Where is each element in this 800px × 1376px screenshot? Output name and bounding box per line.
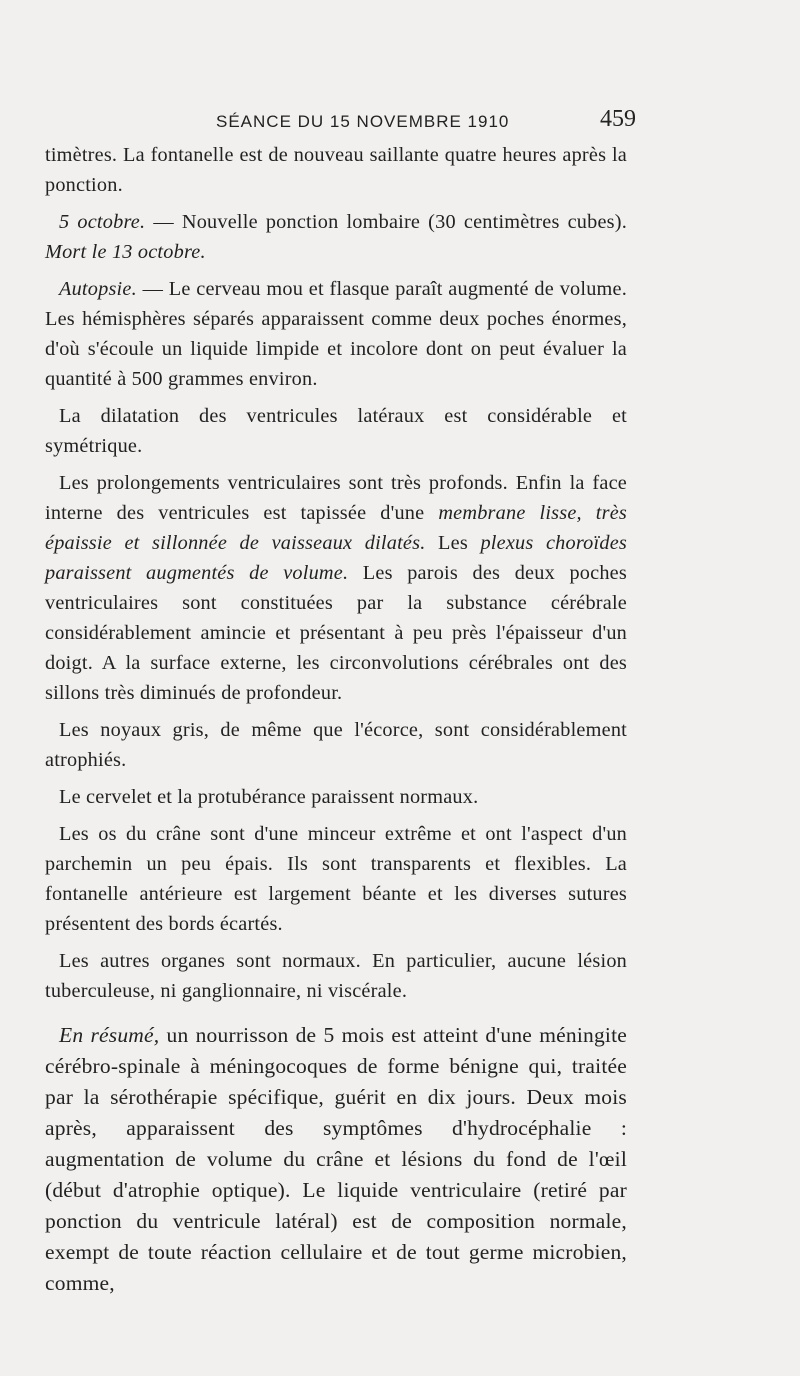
- paragraph: [45, 468, 627, 708]
- text-run: Les: [425, 532, 481, 554]
- running-head: SÉANCE DU 15 NOVEMBRE 1910: [216, 112, 510, 131]
- summary-paragraph: [45, 1020, 627, 1299]
- body-text: [45, 140, 627, 1306]
- summary-label: En résumé,: [59, 1023, 160, 1047]
- text-run: — Le cerveau mou et flasque paraît augmenté de volume. Les hémisphères séparés apparaissent comme deux poches énormes, d'où s'écoule un liquide limpide et incolore dont on peut évaluer la quantité à 500 grammes environ.: [45, 278, 627, 390]
- paragraph: [45, 140, 627, 200]
- paragraph: [45, 782, 627, 812]
- text-run: un nourrisson de 5 mois est atteint d'une méningite cérébro-spinale à méningocoques de forme bénigne qui, traitée par la sérothérapie spécifique, guérit en dix jours. Deux mois après, apparaissent des symptômes d'hydrocéphalie : augmentation de volume du crâne et lésions du fond de l'œil (début d'atrophie optique). Le liquide ventriculaire (retiré par ponction du ventricule latéral) est de composition normale, exempt de toute réaction cellulaire et de tout germe microbien, comme,: [45, 1023, 627, 1295]
- text-run: Les prolongements ventriculaires sont très profonds. Enfin la face interne des ventricules est tapissée d'une: [45, 472, 627, 524]
- emphasis: membrane lisse, très épaissie et sillonnée de vaisseaux dilatés.: [45, 502, 627, 554]
- page-number: 459: [600, 106, 636, 132]
- paragraph: [45, 274, 627, 394]
- text-run: Le cervelet et la protubérance paraissent normaux.: [59, 786, 479, 808]
- text-run: Les parois des deux poches ventriculaires sont constituées par la substance cérébrale considérablement amincie et présentant à peu près l'épaisseur d'un doigt. A la surface externe, les circonvolutions cérébrales ont des sillons très diminués de profondeur.: [45, 562, 627, 704]
- text-run: Les autres organes sont normaux. En particulier, aucune lésion tuberculeuse, ni ganglionnaire, ni viscérale.: [45, 950, 627, 1002]
- date-label: 5 octobre.: [59, 211, 146, 233]
- text-run: La dilatation des ventricules latéraux est considérable et symétrique.: [45, 405, 627, 457]
- paragraph: [45, 819, 627, 939]
- paragraph: [45, 207, 627, 267]
- paragraph: [45, 715, 627, 775]
- paragraph: [45, 401, 627, 461]
- paragraph: [45, 946, 627, 1006]
- text-run: Les noyaux gris, de même que l'écorce, sont considérablement atrophiés.: [45, 719, 627, 771]
- text-run: Les os du crâne sont d'une minceur extrême et ont l'aspect d'un parchemin un peu épais. Ils sont transparents et flexibles. La fontanelle antérieure est largement béante et les diverses sutures présentent des bords écartés.: [45, 823, 627, 935]
- death-note: Mort le 13 octobre.: [45, 241, 206, 263]
- text-run: — Nouvelle ponction lombaire (30 centimètres cubes).: [145, 211, 627, 233]
- section-label: Autopsie.: [59, 278, 137, 300]
- emphasis: plexus choroïdes paraissent augmentés de volume.: [45, 532, 627, 584]
- page-header: [0, 106, 800, 142]
- text-run: timètres. La fontanelle est de nouveau saillante quatre heures après la ponction.: [45, 144, 627, 196]
